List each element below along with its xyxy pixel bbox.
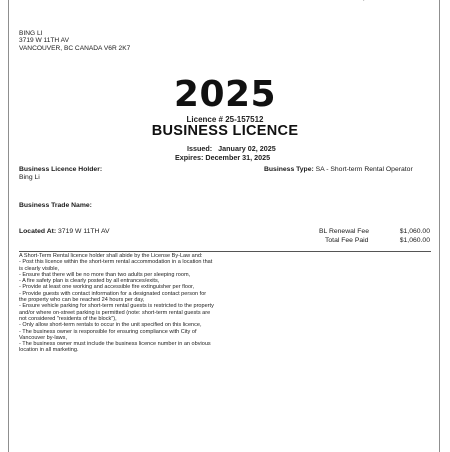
licence-title: BUSINESS LICENCE <box>151 123 299 139</box>
renewal-fee-label: BL Renewal Fee <box>319 228 369 235</box>
term-line: - Only allow short-term rentals to occur in the unit specified on this licence, <box>19 322 202 329</box>
total-fee-label: Total Fee Paid <box>325 237 369 244</box>
recipient-city: VANCOUVER, BC CANADA V6R 2K7 <box>19 44 131 52</box>
located-value: 3719 W 11TH AV <box>58 228 110 235</box>
licence-number: Licence # 25-157512 <box>186 115 264 124</box>
type-value: SA - Short-term Rental Operator <box>315 166 413 173</box>
term-line: - Ensure that there will be no more than two adults per sleeping room, <box>19 271 191 278</box>
holder-label: Business Licence Holder: <box>19 166 103 173</box>
term-line: - Provide at least one working and accessible fire extinguisher per floor, <box>19 284 195 291</box>
expires-value: December 31, 2025 <box>205 152 271 162</box>
trade-name-label: Business Trade Name: <box>19 202 92 209</box>
term-line: - Provide guests with contact information for a designated contact person for <box>19 290 207 297</box>
recipient-street: 3719 W 11TH AV <box>19 37 69 45</box>
term-line: the property who can be reached 24 hours per day, <box>19 297 145 304</box>
licence-terms <box>19 253 234 354</box>
recipient-name: BING LI <box>19 30 43 37</box>
renewal-fee-value: $1,060.00 <box>399 228 430 235</box>
term-line: Vancouver by-laws, <box>19 334 67 341</box>
term-line: - The business owner is responsible for ensuring compliance with City of <box>19 328 197 335</box>
term-line: and/or where on-street parking is permitted (note: short-term rental guests are <box>19 309 211 316</box>
business-type <box>264 166 413 174</box>
term-line: - A fire safety plan is clearly posted by all entrances/exits, <box>19 278 160 285</box>
section-divider <box>19 251 431 252</box>
term-line: A Short-Term Rental licence holder shall abide by the License By-Law and: <box>19 253 203 259</box>
term-line: not considered "residents of the block"), <box>19 315 117 322</box>
issued-label: Issued: <box>187 144 213 153</box>
total-fee-value: $1,060.00 <box>399 237 430 244</box>
page-border <box>8 0 440 452</box>
term-line: - The business owner must include the business licence number in an obvious <box>19 341 211 348</box>
issued-value: January 02, 2025 <box>218 144 276 153</box>
licence-year: 2025 <box>173 74 277 115</box>
term-line: - Ensure vehicle parking for short-term rental guests is restricted to the property <box>19 303 214 310</box>
term-line: - Post this licence within the short-term rental accommodation in a location that <box>19 259 213 266</box>
type-label: Business Type: <box>264 166 314 173</box>
term-line: is clearly visible, <box>19 265 60 272</box>
located-label: Located At: <box>19 228 57 235</box>
contact-line <box>301 0 430 1</box>
term-line: location in all marketing. <box>19 347 79 354</box>
holder-value: Bing Li <box>19 174 40 181</box>
location <box>19 228 110 236</box>
expires-label: Expires: <box>175 152 204 162</box>
mailing-address <box>19 30 130 52</box>
licence-dates <box>175 145 276 162</box>
